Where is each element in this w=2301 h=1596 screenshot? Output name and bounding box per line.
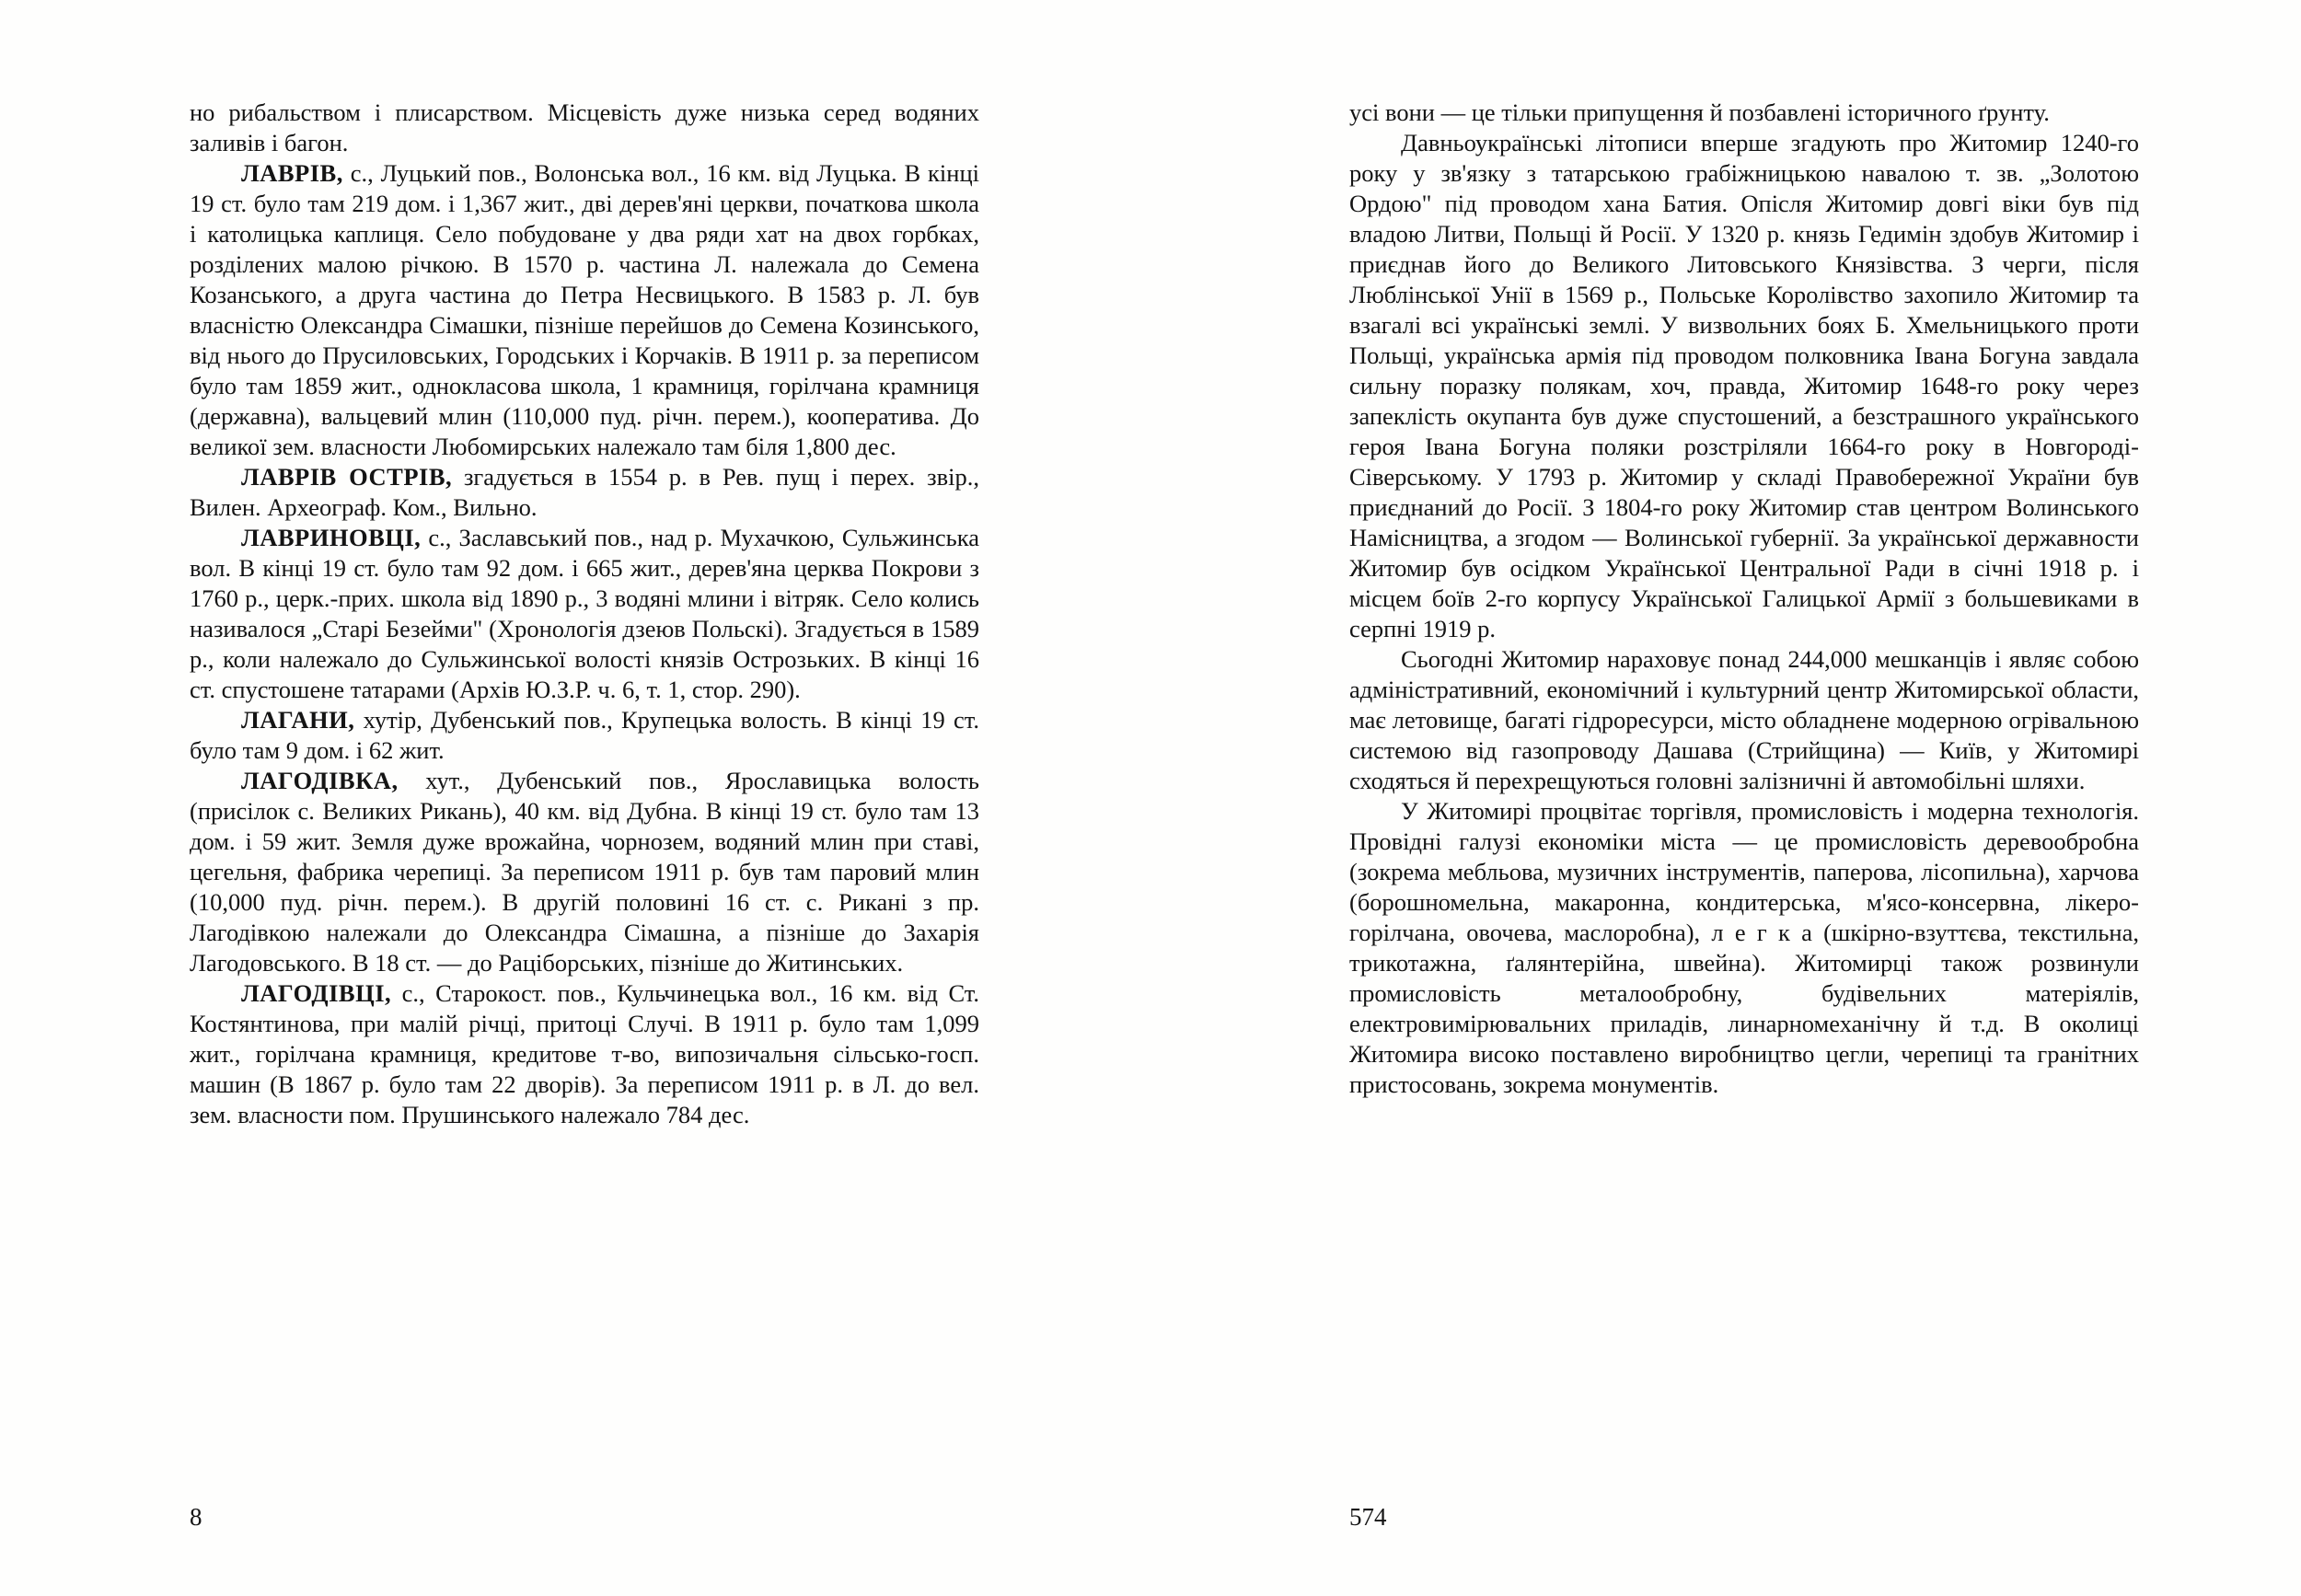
page-right-text-column [1349,98,2139,1100]
page-left-text-column [190,98,979,1130]
entry-name: ЛАГОДІВЦІ, [241,979,392,1007]
paragraph: Давньоукраїнські літописи вперше згадують про Житомир 1240-го року у зв'язку з татарською грабіжницькою навалою т. зв. „Золотою Ордою" під проводом хана Батия. Опісля Житомир довгі віки був під владою Литви, Польщі й Росії. У 1320 р. князь Гедимін здобув Житомир і приєднав його до Великого Литовського Князівства. З черги, після Люблінської Унії в 1569 р., Польське Королівство захопило Житомир та взагалі всі українські землі. У визвольних боях Б. Хмельницького проти Польщі, українська армія під проводом полковника Івана Богуна завдала сильну поразку полякам, хоч, правда, Житомир 1648-го року через запеклість окупанта був дуже спустошений, а безстрашного українського героя Івана Богуна поляки розстріляли 1664-го року в Новгороді-Сіверському. У 1793 р. Житомир у складі Правобережної України був приєднаний до Росії. З 1804-го року Житомир став центром Волинського Намісництва, а згодом — Волинської губернії. За української державности Житомир був осідком Української Центральної Ради в січні 1918 р. і місцем боїв 2-го корпусу Української Галицької Армії з большевиками в серпні 1919 р. [1349,129,2139,642]
paragraph: ЛАВРИНОВЦІ, с., Заславський пов., над р. Мухачкою, Сульжинська вол. В кінці 19 ст. було там 92 дом. і 665 жит., дерев'яна церква Покрови з 1760 р., церк.-прих. школа від 1890 р., 3 водяні млини і вітряк. Село колись називалося „Старі Безейми" (Хронологія дзеюв Польскі). Згадується в 1589 р., коли належало до Сульжинської волості князів Острозьких. В кінці 16 ст. спустошене татарами (Архів Ю.З.Р. ч. 6, т. 1, стор. 290). [190,524,979,703]
paragraph: ЛАГАНИ, хутір, Дубенський пов., Крупецька волость. В кінці 19 ст. було там 9 дом. і 62 жит. [190,706,979,764]
entry-name: ЛАГАНИ, [241,706,355,734]
paragraph: Сьогодні Житомир нараховує понад 244,000 мешканців і являє собою адміністративний, економічний і культурний центр Житомирської области, має летовище, багаті гідроресурси, місто обладнене модерною огрівальною системою від газопроводу Дашава (Стрийщина) — Київ, у Житомирі сходяться й перехрещуються головні залізничні й автомобільні шляхи. [1349,645,2139,794]
entry-name: ЛАВРІВ ОСТРІВ, [241,463,453,491]
page-number-left: 8 [190,1503,202,1531]
entry-name: ЛАГОДІВКА, [241,767,399,794]
paragraph: ЛАВРІВ, с., Луцький пов., Волонська вол., 16 км. від Луцька. В кінці 19 ст. було там 219 дом. і 1,367 жит., дві дерев'яні церкви, початкова школа і католицька каплиця. Село побудоване у два ряди хат на двох горбках, розділених малою річкою. В 1570 р. частина Л. належала до Семена Козанського, а друга частина до Петра Несвицького. В 1583 р. Л. був власністю Олександра Сімашки, пізніше перейшов до Семена Козинського, від нього до Прусиловських, Городських і Корчаків. В 1911 р. за переписом було там 1859 жит., однокласова школа, 1 крамниця, горілчана крамниця (державна), вальцевий млин (110,000 пуд. річн. перем.), кооператива. До великої зем. власности Любомирських належало там біля 1,800 дес. [190,159,979,460]
paragraph: ЛАГОДІВКА, хут., Дубенський пов., Ярославицька волость (присілок с. Великих Рикань), 40 км. від Дубна. В кінці 19 ст. було там 13 дом. і 59 жит. Земля дуже врожайна, чорнозем, водяний млин при ставі, цегельня, фабрика черепиці. За переписом 1911 р. був там паровий млин (10,000 пуд. річн. перем.). В другій половині 16 ст. с. Рикані з пр. Лагодівкою належали до Олександра Сімашна, а пізніше до Захарія Лагодовського. В 18 ст. — до Раціборських, пізніше до Житинських. [190,767,979,977]
paragraph: усі вони — це тільки припущення й позбавлені історичного ґрунту. [1349,98,2050,126]
paragraph: ЛАГОДІВЦІ, с., Старокост. пов., Кульчинецька вол., 16 км. від Ст. Костянтинова, при малій річці, притоці Случі. В 1911 р. було там 1,099 жит., горілчана крамниця, кредитове т-во, випозичальня сільсько-госп. машин (В 1867 р. було там 22 дворів). За переписом 1911 р. в Л. до вел. зем. власности пом. Прушинського належало 784 дес. [190,979,979,1128]
paragraph: но рибальством і плисарством. Місцевість дуже низька серед водяних заливів і багон. [190,98,979,156]
entry-name: ЛАВРИНОВЦІ, [241,524,422,551]
paragraph: У Житомирі процвітає торгівля, промисловість і модерна технологія. Провідні галузі економіки міста — це промисловість деревообробна (зокрема мебльова, музичних інструментів, паперова, лісопильна), харчова (борошномельна, макаронна, кондитерська, м'ясо-консервна, лікеро-горілчана, овочева, маслоробна), л е г к а (шкірно-взуттєва, текстильна, трикотажна, ґалянтерійна, швейна). Житомирці також розвинули промисловість металообробну, будівельних матеріялів, електровимірювальних приладів, линарномеханічну й т.д. В околиці Житомира високо поставлено виробництво цегли, черепиці та гранітних пристосовань, зокрема монументів. [1349,797,2139,1098]
page-number-right: 574 [1349,1503,1387,1531]
entry-name: ЛАВРІВ, [241,159,343,187]
paragraph: ЛАВРІВ ОСТРІВ, згадується в 1554 р. в Рев. пущ і перех. звір., Вилен. Археограф. Ком., Вильно. [190,463,979,521]
